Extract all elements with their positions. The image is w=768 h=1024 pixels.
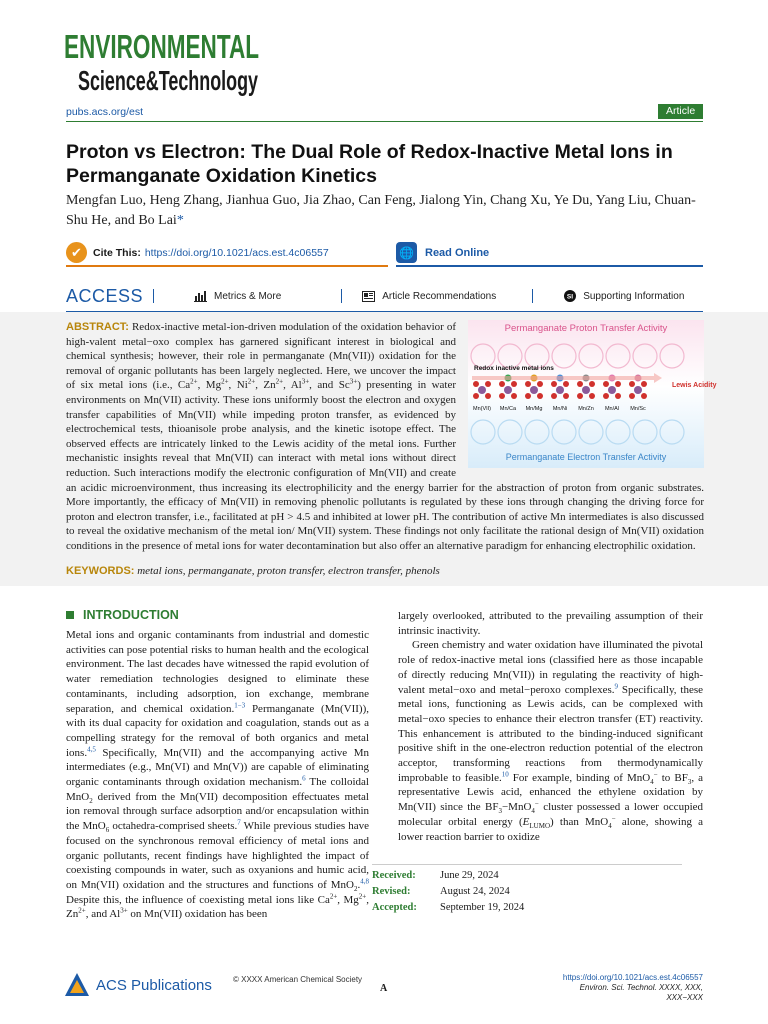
accepted-label: Accepted: <box>372 902 417 913</box>
access-separator <box>532 289 533 303</box>
toc-bottom-label: Permanganate Electron Transfer Activity <box>505 452 667 462</box>
paragraph: largely overlooked, attributed to the prevailing assumption of their intrinsic inactivity. <box>398 610 703 637</box>
abstract-label: ABSTRACT: <box>66 321 129 333</box>
svg-text:SI: SI <box>566 293 573 301</box>
footer-doi-link[interactable]: https://doi.org/10.1021/acs.est.4c06557 <box>562 973 703 982</box>
publisher-name: ACS Publications <box>96 976 212 994</box>
journal-url[interactable]: pubs.acs.org/est <box>66 106 144 118</box>
author-list <box>66 191 706 231</box>
globe-icon: 🌐 <box>396 242 417 263</box>
paragraph: Green chemistry and water oxidation have illuminated the pivotal role of redox-inactive metal ions (classified here as those incapable of directly reducing Mn(VII)) in regulating the reactivity of high-valent metal−oxo and metal−peroxo complexes.$^9$ Specifically, these metal ions, functioning as Lewis acids, can be complexed with metal−oxo species to enhance their electron transfer (ET) reactivity. This enhancement is attributed to the binding-induced significant positive shift in the one-electron reduction potential of the electron acceptor, transforming reactions from thermodynamically improbable to feasible.$^{10}$ For example, binding of MnO$_4$− to $BF_3$, a representative Lewis acid, enhanced the ethylene oxidation by Mn(VII) since the $BF_3-MnO_4^-$ cluster possessed a lower occupied molecular orbital energy $(E_{LUMO})$ than MnO$_4$− alone, showing a lower reaction barrier to oxidize <box>398 639 704 843</box>
paragraph: Metal ions and organic contaminants from industrial and domestic activities can pose potential risks to human health and the ecological environment. The last decades have witnessed the rapid evolution of water remediation technologies designed to eliminate these contaminants, including adsorption, ion exchange, membrane separation, and chemical oxidation.$^{1-3}$ Permanganate (Mn(VII)), with its dual capacity for oxidation and coagulation, stands out as a compelling strategy for the removal of both organics and metal ions.$^{4,5}$ Specifically, Mn(VII) and the accompanying active Mn intermediates (e.g., Mn(VI) and Mn(V)) are capable of eliminating organic contaminants through oxidation mechanism.$^6$ The colloidal MnO$_2$ derived from the Mn(VII) decomposition effectuates metal ion removal through surface adsorption and/or encapsulation within the MnO$_6$ octahedra-comprised sheets.$^7$ While previous studies have focused on the synchronous removal efficiency of metal ions and organic pollutants, recent findings have highlighted the impact of coexisting compounds in water, such as oxyanions and humic acid, on Mn(VII) oxidation and the structures and functions of MnO$_2$.$^{4,8}$ Despite this, the influence of coexisting metal ions like $Ca^{2+}$, $Mg^{2+}$, $Zn^{2+}$, and $Al^{3+}$ on Mn(VII) oxidation has been <box>66 629 369 921</box>
ion-label: Mn/Zn <box>578 406 594 412</box>
access-separator <box>341 289 342 303</box>
received-label: Received: <box>372 870 416 881</box>
dates-divider <box>372 864 682 865</box>
acs-mark-icon <box>64 972 90 998</box>
ion-label: Mn/Mg <box>525 406 543 412</box>
supporting-info-link[interactable] <box>563 291 684 302</box>
recommendations-label: Article Recommendations <box>382 290 497 302</box>
introduction-heading <box>66 608 179 622</box>
svg-text:ENVIRONMENTAL: ENVIRONMENTAL <box>64 28 259 65</box>
access-bar <box>66 283 703 309</box>
authors-text[interactable]: Mengfan Luo, Heng Zhang, Jianhua Guo, Jia Zhao, Can Feng, Jialong Yin, Chang Xu, Ye Du, Yang Liu, Chuan-Shu He, and Bo Lai <box>66 193 696 228</box>
copyright-notice: © XXXX American Chemical Society <box>233 975 363 984</box>
access-label: ACCESS <box>66 285 144 306</box>
toc-middle-label: Redox inactive metal ions <box>474 365 554 372</box>
read-online-button[interactable] <box>396 240 703 267</box>
introduction-heading-label: INTRODUCTION <box>83 608 179 622</box>
section-marker-icon <box>66 611 74 619</box>
access-separator <box>153 289 154 303</box>
revised-date: August 24, 2024 <box>440 886 510 897</box>
supporting-info-label: Supporting Information <box>583 290 685 302</box>
metrics-label: Metrics & More <box>214 290 282 302</box>
supporting-info-icon <box>563 291 576 302</box>
ion-label: Mn/Al <box>604 406 620 412</box>
keywords <box>66 565 440 577</box>
ion-label: Mn(VII) <box>472 406 492 412</box>
received-date: June 29, 2024 <box>440 870 499 881</box>
recommendations-link[interactable] <box>362 291 496 302</box>
article-icon <box>362 291 375 302</box>
article-title: Proton vs Electron: The Dual Role of Redox-Inactive Metal Ions in Permanganate Oxidation Kinetics <box>66 141 673 187</box>
keywords-label: KEYWORDS: <box>66 565 135 577</box>
check-icon: ✔ <box>66 242 87 263</box>
footer-journal-citation: Environ. Sci. Technol. XXXX, XXX, XXX−XXX <box>579 983 703 1002</box>
cite-doi-link[interactable]: https://doi.org/10.1021/acs.est.4c06557 <box>144 246 329 259</box>
cite-label: Cite This: <box>93 246 141 259</box>
article-dates <box>372 868 682 916</box>
keywords-text: metal ions, permanganate, proton transfer, electron transfer, phenols <box>137 565 440 577</box>
acs-publications-logo[interactable] <box>64 972 212 998</box>
cite-this-box[interactable] <box>66 240 388 267</box>
lewis-acidity-label: Lewis Acidity <box>672 382 717 389</box>
ion-label: Mn/Ca <box>499 406 517 412</box>
ion-label: Mn/Sc <box>630 406 646 412</box>
footer-citation <box>560 973 703 1003</box>
body-column-left <box>66 628 369 922</box>
svg-text:Science&Technology: Science&Technology <box>78 65 259 96</box>
page-number: A <box>380 983 388 994</box>
abstract: Permanganate Proton Transfer Activity Redox inactive metal ions Mn(VII) Mn/Ca Mn/Mg Mn/Ni Mn/Zn Mn/Al Mn/Sc Lewis Acidity Permanganate Electron Transfer Activity ABSTRACT: Redox-inactive metal-ion-driven modulation of the oxidation behavior of high-valent metal−oxo complex has garnered significant interest in biological and chemical synthesis; however, their role in permanganate (Mn(VII)) oxidation for the removal of organic pollutants has been largely neglected. Here, we uncover the impact of six metal ions (i.e., $Ca^{2+}$, $Mg^{2+}$, $Ni^{2+}$, $Zn^{2+}$, $Al^{3+}$, and $Sc^{3+}$) presenting in water environments on Mn(VII) activity. These ions uniformly boost the electron and oxygen transfer capabilities of Mn(VII) while impeding proton transfer, as evidenced by electrochemical tests, thioanisole probe analysis, and the kinetic isotope effect. The observed effects are intricately linked to the Lewis acidity of the metal ions. Further mechanistic insights reveal that Mn(VII) can interact with metal ions without direct reduction. Such interactions modify the electronic configuration of Mn(VII) and create an acidic microenvironment, thus increasing its electrophilicity and the energy barrier for the abstraction of proton from organic substrates. More importantly, the efficacy of Mn(VII) in removing phenolic pollutants is regulated by these ions through changing the driving force for proton and electron transfer, i.e., facilitated at pH > 4.5 and inhibited at lower pH. The contribution of active Mn intermediates is also discussed to reveal the oxidative mechanism of the metal ion/ Mn(VII) system. These findings not only facilitate the rational design of Mn(VII) oxidation conditions in the presence of metal ions for water decontamination but also offer an alternative paradigm for enhancing electrophilic oxidation. <box>66 321 717 552</box>
toc-top-label: Permanganate Proton Transfer Activity <box>504 323 668 334</box>
corresponding-author-mark[interactable]: * <box>176 213 184 228</box>
metrics-link[interactable] <box>194 291 281 302</box>
article-type-badge: Article <box>658 104 703 119</box>
ion-label: Mn/Ni <box>552 406 568 412</box>
revised-label: Revised: <box>372 886 411 897</box>
bar-chart-icon <box>194 291 207 302</box>
abstract-body-part1: Redox-inactive metal-ion-driven modulation of the oxidation behavior of high-valent metal−oxo complex has garnered significant interest in biological and chemical synthesis; however, their role in permanganate (Mn(VII)) oxidation for the removal of organic pollutants has been largely neglected. Here, we uncover the impact of six metal ions (i.e., Ca <box>66 321 457 392</box>
accepted-date: September 19, 2024 <box>440 902 525 913</box>
abstract-body-part2: These ions uniformly boost the electron and oxygen transfer capabilities of Mn(VII) while impeding proton transfer, as evidenced by electrochemical tests, thioanisole probe analysis, and the kinetic isotope effect. The observed effects are intricately linked to the Lewis acidity of the metal ions. Further mechanistic insights reveal that Mn(VII) can interact with metal ions without direct reduction. Such interactions modify the electronic configuration of Mn(VII) and create an acidic microenvironment, thus increasing its electrophilicity and the energy barrier for the abstraction of proton from organic substrates. More importantly, the efficacy of Mn(VII) in removing phenolic pollutants is regulated by these ions through changing the driving force for proton and electron transfer, i.e., facilitated at pH > 4.5 and inhibited at lower pH. The contribution of active Mn intermediates is also discussed to reveal the oxidative mechanism of the metal ion/ Mn(VII) system. These findings not only facilitate the rational design of Mn(VII) oxidation conditions in the presence of metal ions for water decontamination but also offer an alternative paradigm for enhancing electrophilic oxidation. <box>66 393 704 552</box>
toc-graphic[interactable] <box>468 320 717 468</box>
read-online-label: Read Online <box>425 246 490 259</box>
body-column-right <box>398 609 703 844</box>
header-divider <box>66 121 703 122</box>
journal-logo <box>64 28 264 98</box>
